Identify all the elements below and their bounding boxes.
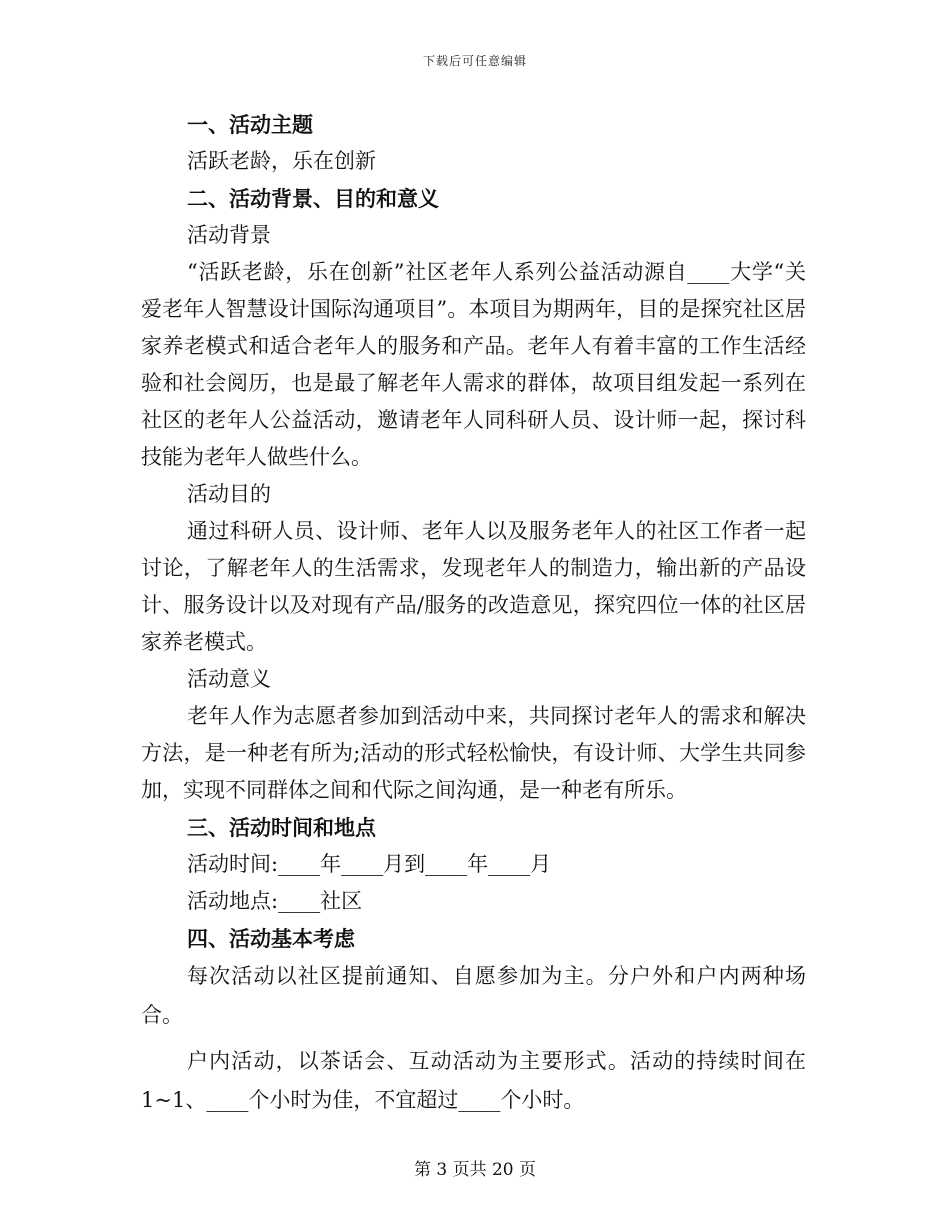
purpose-label: 活动目的 [187, 482, 271, 506]
page-footer: 第 3 页共 20 页 [413, 1160, 537, 1180]
section-heading-theme: 一、活动主题 [187, 112, 313, 137]
considerations-paragraph-2: 户内活动，以茶话会、互动活动为主要形式。活动的持续时间在1~1、____个小时为佳，不宜超过____个小时。 [141, 1049, 806, 1112]
meaning-paragraph: 老年人作为志愿者参加到活动中来，共同探讨老年人的需求和解决方法，是一种老有所为;活动的形式轻松愉快，有设计师、大学生共同参加，实现不同群体之间和代际之间沟通，是一种老有所乐。 [141, 704, 806, 802]
document-body [141, 106, 806, 1120]
meaning-label: 活动意义 [187, 667, 271, 691]
section-heading-time-place: 三、活动时间和地点 [187, 815, 376, 840]
considerations-paragraph-1: 每次活动以社区提前通知、自愿参加为主。分户外和户内两种场合。 [141, 964, 806, 1027]
header-note: 下载后可任意编辑 [422, 54, 527, 68]
activity-time: 活动时间:____年____月到____年____月 [187, 852, 552, 876]
activity-place: 活动地点:____社区 [187, 889, 363, 913]
section-heading-considerations: 四、活动基本考虑 [187, 926, 355, 951]
section-heading-background: 二、活动背景、目的和意义 [187, 186, 439, 211]
theme-text: 活跃老龄，乐在创新 [187, 149, 376, 173]
purpose-paragraph: 通过科研人员、设计师、老年人以及服务老年人的社区工作者一起讨论，了解老年人的生活需求，发现老年人的制造力，输出新的产品设计、服务设计以及对现有产品/服务的改造意见，探究四位一体的社区居家养老模式。 [141, 519, 806, 654]
background-paragraph: “活跃老龄，乐在创新”社区老年人系列公益活动源自____大学“关爱老年人智慧设计国际沟通项目”。本项目为期两年，目的是探究社区居家养老模式和适合老年人的服务和产品。老年人有着丰富的工作生活经验和社会阅历，也是最了解老年人需求的群体，故项目组发起一系列在社区的老年人公益活动，邀请老年人同科研人员、设计师一起，探讨科技能为老年人做些什么。 [141, 260, 806, 469]
background-label: 活动背景 [187, 223, 271, 247]
